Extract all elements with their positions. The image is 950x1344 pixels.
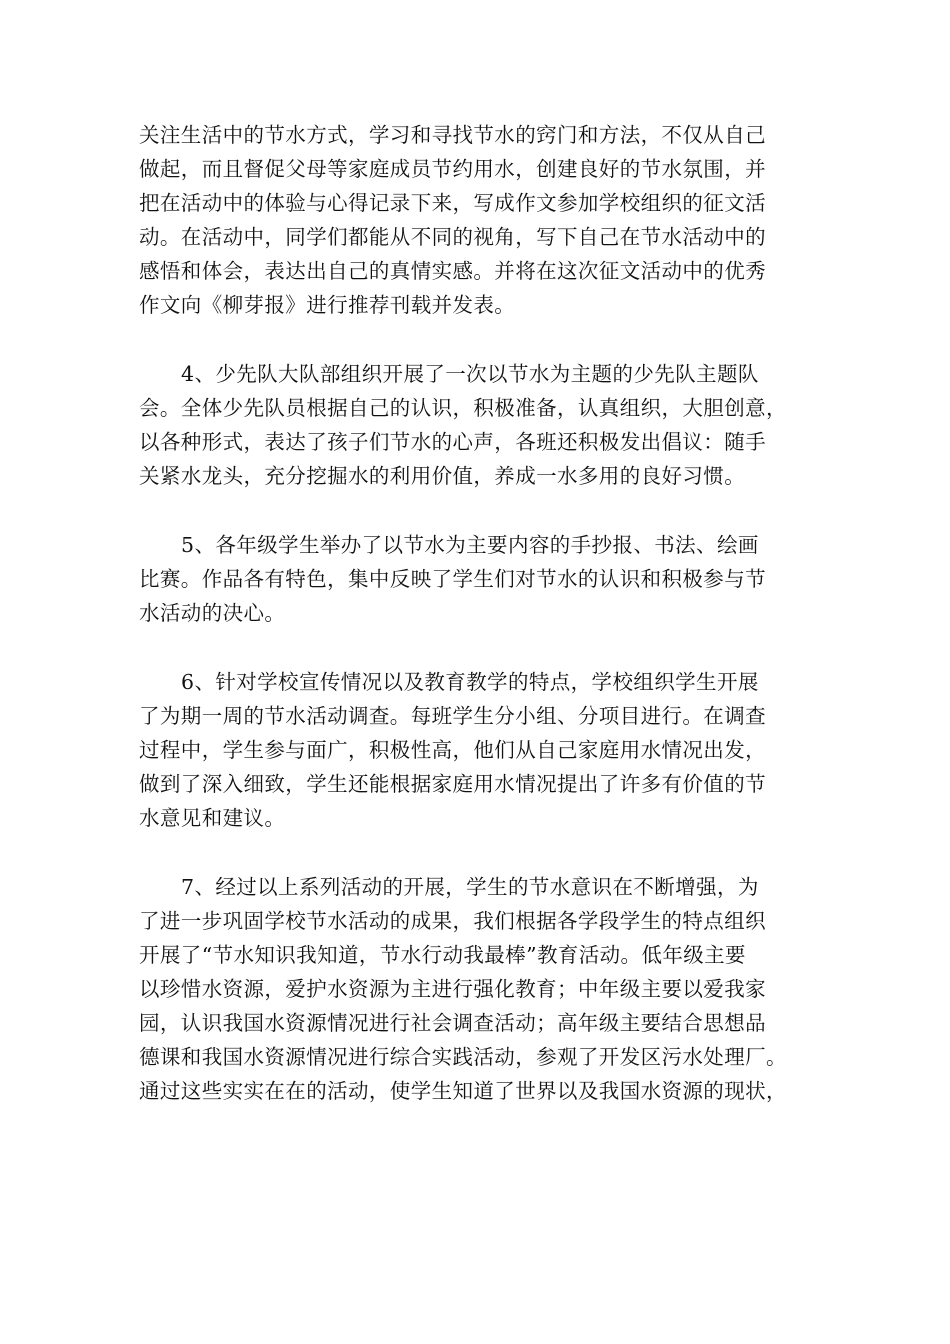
- paragraph-item-6: [139, 665, 817, 835]
- text-line: 通过这些实实在在的活动，使学生知道了世界以及我国水资源的现状，: [139, 1079, 787, 1103]
- text-line: 了为期一周的节水活动调查。每班学生分小组、分项目进行。在调查: [139, 704, 766, 728]
- text-line: 6、针对学校宣传情况以及教育教学的特点，学校组织学生开展: [181, 670, 759, 694]
- text-line: 关注生活中的节水方式，学习和寻找节水的窍门和方法，不仅从自己: [139, 123, 766, 147]
- document-page: [139, 118, 817, 1143]
- text-line: 以珍惜水资源，爱护水资源为主进行强化教育；中年级主要以爱我家: [139, 977, 766, 1001]
- paragraph-item-4: [139, 357, 817, 493]
- paragraph-continuation: [139, 118, 817, 322]
- text-line: 开展了“节水知识我知道，节水行动我最棒”教育活动。低年级主要: [139, 943, 746, 967]
- text-line: 园，认识我国水资源情况进行社会调查活动；高年级主要结合思想品: [139, 1011, 766, 1035]
- text-line: 做起，而且督促父母等家庭成员节约用水，创建良好的节水氛围，并: [139, 157, 766, 181]
- text-line: 比赛。作品各有特色，集中反映了学生们对节水的认识和积极参与节: [139, 567, 766, 591]
- text-line: 以各种形式，表达了孩子们节水的心声，各班还积极发出倡议：随手: [139, 430, 766, 454]
- text-line: 水意见和建议。: [139, 806, 286, 830]
- paragraph-item-7: [139, 870, 817, 1108]
- text-line: 做到了深入细致，学生还能根据家庭用水情况提出了许多有价值的节: [139, 772, 766, 796]
- text-line: 会。全体少先队员根据自己的认识，积极准备，认真组织，大胆创意，: [139, 396, 787, 420]
- text-line: 作文向《柳芽报》进行推荐刊载并发表。: [139, 293, 516, 317]
- text-line: 德课和我国水资源情况进行综合实践活动，参观了开发区污水处理厂。: [139, 1045, 787, 1069]
- text-line: 关紧水龙头，充分挖掘水的利用价值，养成一水多用的良好习惯。: [139, 464, 746, 488]
- text-line: 感悟和体会，表达出自己的真情实感。并将在这次征文活动中的优秀: [139, 259, 766, 283]
- text-line: 水活动的决心。: [139, 601, 286, 625]
- text-line: 4、少先队大队部组织开展了一次以节水为主题的少先队主题队: [181, 362, 759, 386]
- text-line: 了进一步巩固学校节水活动的成果，我们根据各学段学生的特点组织: [139, 909, 766, 933]
- text-line: 7、经过以上系列活动的开展，学生的节水意识在不断增强，为: [181, 875, 759, 899]
- paragraph-item-5: [139, 528, 817, 630]
- text-line: 把在活动中的体验与心得记录下来，写成作文参加学校组织的征文活: [139, 191, 766, 215]
- text-line: 5、各年级学生举办了以节水为主要内容的手抄报、书法、绘画: [181, 533, 759, 557]
- text-line: 过程中，学生参与面广，积极性高，他们从自己家庭用水情况出发，: [139, 738, 766, 762]
- text-line: 动。在活动中，同学们都能从不同的视角，写下自己在节水活动中的: [139, 225, 766, 249]
